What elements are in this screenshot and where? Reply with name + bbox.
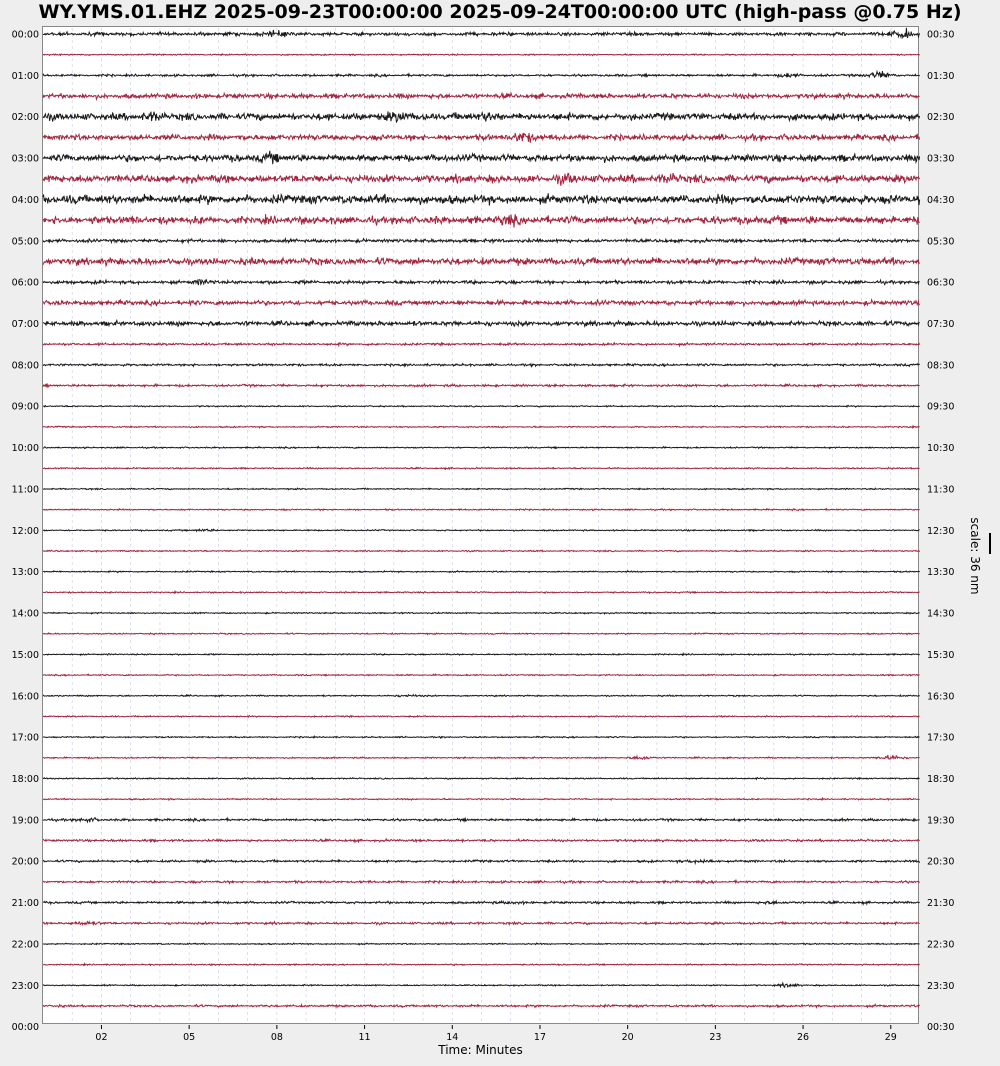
y-tick-label-left: 10:00 — [11, 443, 39, 455]
y-tick-label-right: 06:30 — [927, 277, 955, 289]
y-tick-label-right: 13:30 — [927, 567, 955, 579]
chart-title: WY.YMS.01.EHZ 2025-09-23T00:00:00 2025-09-24T00:00:00 UTC (high-pass @0.75 Hz) — [38, 1, 962, 23]
y-tick-label-right: 03:30 — [927, 153, 955, 165]
y-tick-label-left: 01:00 — [11, 70, 39, 82]
y-tick-label-left: 18:00 — [11, 773, 39, 785]
y-tick-label-left: 00:00 — [11, 1022, 39, 1034]
y-tick-label-right: 15:30 — [927, 649, 955, 661]
y-tick-label-right: 11:30 — [927, 484, 955, 496]
trace-row — [43, 901, 920, 904]
y-tick-label-right: 08:30 — [927, 360, 955, 372]
trace-row — [43, 571, 920, 573]
y-tick-label-right: 00:30 — [927, 29, 955, 41]
y-tick-label-left: 22:00 — [11, 939, 39, 951]
trace-row — [43, 405, 920, 407]
y-tick-label-left: 08:00 — [11, 360, 39, 372]
y-tick-label-left: 11:00 — [11, 484, 39, 496]
y-tick-label-left: 14:00 — [11, 608, 39, 620]
helicorder-svg — [1, 1, 1000, 1066]
y-tick-label-right: 22:30 — [927, 939, 955, 951]
y-tick-label-left: 06:00 — [11, 277, 39, 289]
x-tick-label: 02 — [95, 1032, 108, 1043]
y-tick-label-left: 13:00 — [11, 567, 39, 579]
y-tick-label-left: 05:00 — [11, 236, 39, 248]
x-tick-label: 17 — [533, 1032, 547, 1043]
x-tick-label: 29 — [884, 1032, 897, 1043]
y-tick-label-right: 17:30 — [927, 732, 955, 744]
x-axis-label: Time: Minutes — [438, 1043, 523, 1057]
trace-row — [43, 798, 920, 800]
y-tick-label-left: 21:00 — [11, 898, 39, 910]
x-tick-label: 05 — [183, 1032, 196, 1043]
scale-bar — [989, 533, 991, 554]
y-tick-label-right: 20:30 — [927, 856, 955, 868]
y-tick-label-right: 23:30 — [927, 980, 955, 992]
trace-row — [43, 488, 920, 490]
y-tick-label-left: 23:00 — [11, 980, 39, 992]
y-tick-label-right: 00:30 — [927, 1022, 955, 1034]
trace-row — [43, 716, 920, 718]
y-tick-label-left: 20:00 — [11, 856, 39, 868]
y-tick-label-left: 15:00 — [11, 649, 39, 661]
y-tick-label-right: 09:30 — [927, 401, 955, 413]
y-tick-label-right: 12:30 — [927, 525, 955, 537]
y-tick-label-right: 02:30 — [927, 112, 955, 124]
y-tick-label-right: 10:30 — [927, 443, 955, 455]
trace-row — [43, 529, 920, 531]
trace-row — [43, 343, 920, 346]
x-tick-label: 14 — [446, 1032, 459, 1043]
trace-row — [43, 612, 920, 614]
x-tick-label: 23 — [709, 1032, 722, 1043]
y-tick-label-left: 16:00 — [11, 691, 39, 703]
trace-row — [43, 320, 920, 326]
trace-row — [43, 93, 920, 99]
y-tick-label-right: 18:30 — [927, 773, 955, 785]
y-tick-label-left: 00:00 — [11, 29, 39, 41]
x-tick-label: 08 — [270, 1032, 283, 1043]
x-tick-label: 26 — [797, 1032, 810, 1043]
scale-label: scale: 36 nm — [968, 517, 982, 595]
y-tick-label-left: 07:00 — [11, 319, 39, 331]
y-tick-label-left: 02:00 — [11, 112, 39, 124]
y-tick-label-right: 21:30 — [927, 898, 955, 910]
x-tick-label: 11 — [358, 1032, 371, 1043]
y-tick-label-left: 09:00 — [11, 401, 39, 413]
y-tick-label-left: 12:00 — [11, 525, 39, 537]
trace-row — [43, 964, 920, 966]
y-tick-label-right: 01:30 — [927, 70, 955, 82]
trace-row — [43, 943, 920, 945]
y-tick-label-left: 03:00 — [11, 153, 39, 165]
y-tick-label-left: 04:00 — [11, 194, 39, 206]
y-tick-label-right: 19:30 — [927, 815, 955, 827]
y-tick-label-left: 17:00 — [11, 732, 39, 744]
plot-area — [11, 26, 955, 1043]
x-tick-label: 20 — [621, 1032, 634, 1043]
y-tick-label-right: 14:30 — [927, 608, 955, 620]
y-tick-label-left: 19:00 — [11, 815, 39, 827]
y-tick-label-right: 16:30 — [927, 691, 955, 703]
y-tick-label-right: 05:30 — [927, 236, 955, 248]
y-tick-label-right: 04:30 — [927, 194, 955, 206]
y-tick-label-right: 07:30 — [927, 319, 955, 331]
trace-row — [43, 674, 920, 676]
